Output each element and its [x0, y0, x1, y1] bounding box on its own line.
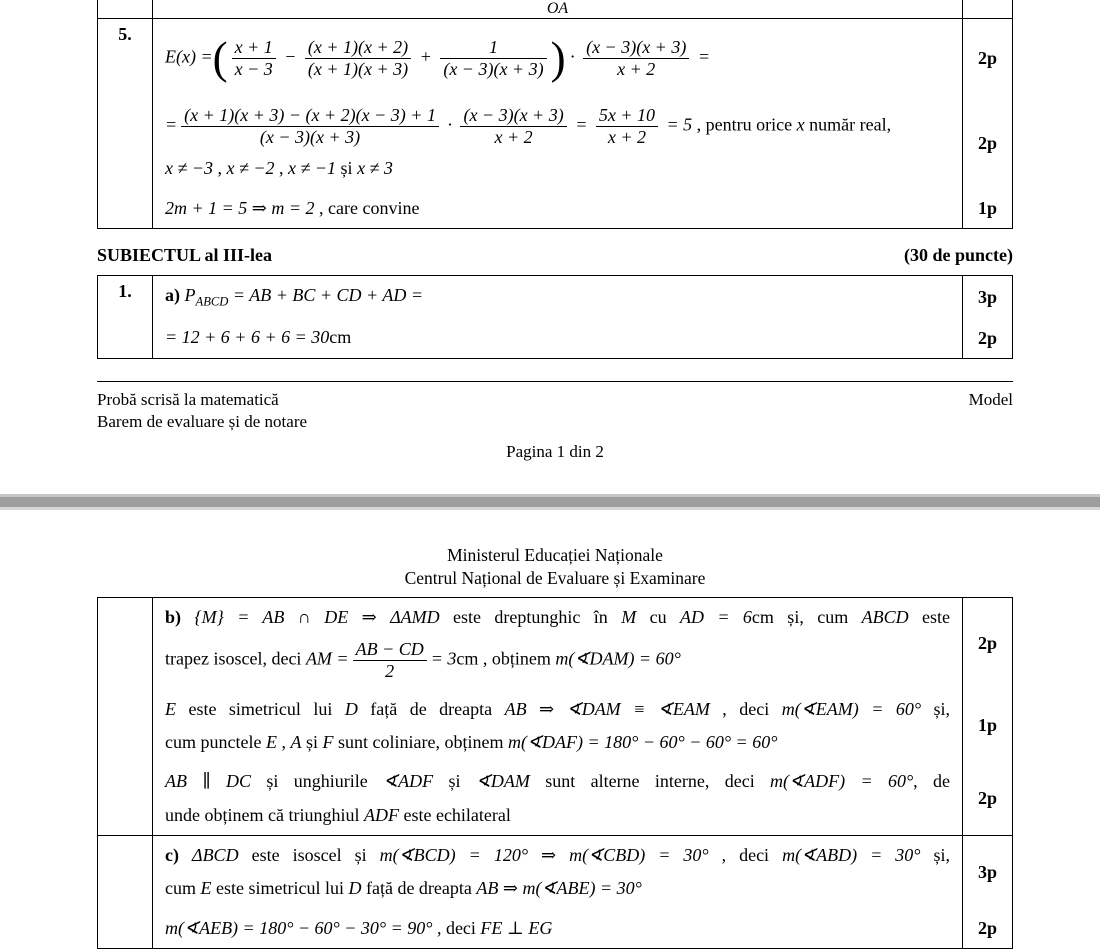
subject-points: (30 de puncte) — [904, 245, 1013, 266]
row-number-cell — [98, 0, 153, 18]
math-line: cum punctele E , A și F sunt coliniare, obținem m(∢DAF) = 180° − 60° − 60° = 60° — [165, 731, 778, 752]
subject-heading — [97, 245, 1013, 266]
math-line: a) $P_{ABCD}$ = AB + BC + CD + AD = — [165, 285, 423, 309]
math-line: E este simetricul lui D față de dreapta AB ⇒ ∢DAM ≡ ∢EAM , deci m(∢EAM) = 60° și, — [165, 698, 950, 719]
scored-step — [153, 598, 1012, 690]
math-line: AB ∥ DC și unghiurile ∢ADF și ∢DAM sunt alterne interne, deci m(∢ADF) = 60°, de — [165, 771, 950, 792]
step-content — [153, 762, 962, 835]
scored-step — [153, 276, 1012, 318]
page-footer — [97, 381, 1013, 462]
math-line: OA — [546, 0, 569, 17]
scored-step — [153, 97, 1012, 189]
scored-step — [153, 690, 1012, 763]
math-line: unde obținem că triunghiul ADF este echilateral — [165, 804, 511, 825]
table-row — [98, 276, 1012, 357]
fraction: $\frac{AB - CD}{2}$ — [353, 639, 427, 681]
points-cell: 3p — [962, 276, 1012, 318]
center-title: Centrul Național de Evaluare și Examinare — [404, 567, 706, 588]
step-content — [153, 909, 962, 948]
fraction: $\frac{(x - 3)(x + 3)}{x + 2}$ — [583, 37, 689, 79]
scored-step — [153, 909, 1012, 948]
scored-step — [153, 762, 1012, 835]
points-cell: 1p — [962, 189, 1012, 228]
ministry-title: Ministerul Educației Naționale — [447, 544, 663, 565]
math-line: trapez isoscel, deci AM = $\frac{AB - CD}{2}$ = 3cm , obținem m(∢DAM) = 60° — [165, 639, 681, 681]
fraction: $\frac{(x + 1)(x + 2)}{(x + 1)(x + 3)}$ — [305, 37, 411, 79]
math-line: 2m + 1 = 5 ⇒ m = 2 , care convine — [165, 198, 420, 218]
footer-row — [97, 389, 1013, 411]
score-table-problem5 — [97, 0, 1013, 229]
scored-step — [153, 318, 1012, 357]
row-number-cell: 5. — [98, 19, 153, 228]
step-content — [153, 276, 962, 318]
step-content — [153, 189, 962, 228]
fraction: $\frac{x + 1}{x - 3}$ — [232, 37, 276, 79]
step-content — [153, 19, 962, 97]
math-line: x ≠ −3 , x ≠ −2 , x ≠ −1 și x ≠ 3 — [165, 158, 393, 179]
subject-title: SUBIECTUL al III-lea — [97, 245, 273, 266]
fraction: $\frac{5x + 10}{x + 2}$ — [596, 105, 658, 147]
points-cell — [962, 0, 1012, 18]
page2-table-wrap — [97, 597, 1013, 949]
math-line: m(∢AEB) = 180° − 60° − 30° = 90° , deci FE ⊥ EG — [165, 917, 553, 938]
page-separator-bar — [0, 494, 1100, 510]
big-paren: ) — [550, 33, 566, 83]
table-row — [98, 598, 1012, 835]
points-cell: 3p — [962, 836, 1012, 909]
points-cell: 2p — [962, 762, 1012, 835]
score-table-problem2bc — [97, 597, 1013, 949]
math-line: cum E este simetricul lui D față de dreapta AB ⇒ m(∢ABE) = 30° — [165, 878, 642, 899]
fraction: $\frac{1}{(x - 3)(x + 3)}$ — [440, 37, 546, 79]
math-line: c) ΔBCD este isoscel și m(∢BCD) = 120° ⇒ m(∢CBD) = 30° , deci m(∢ABD) = 30° și, — [165, 845, 951, 866]
scored-step — [153, 836, 1012, 909]
fraction: $\frac{(x - 3)(x + 3)}{x + 2}$ — [460, 105, 566, 147]
scored-step — [153, 189, 1012, 228]
math-line: = $\frac{(x + 1)(x + 3) - (x + 2)(x - 3) + 1}{(x - 3)(x + 3)}$ · $\frac{(x - 3)(x + 3)}{x + 2}$ = $\frac{5x + 10}{x + 2}$ = 5 , pentru orice x număr real, — [165, 105, 892, 147]
page2-header — [97, 544, 1013, 590]
page-2 — [0, 544, 1100, 949]
scored-step — [153, 0, 1012, 18]
points-cell: 2p — [962, 598, 1012, 690]
math-line: b) {M} = AB ∩ DE ⇒ ΔAMD este dreptunghic în M cu AD = 6cm și, cum ABCD este — [165, 606, 950, 627]
score-table-problem1 — [97, 275, 1013, 358]
table-row — [98, 18, 1012, 228]
points-cell: 1p — [962, 690, 1012, 763]
step-content — [153, 836, 962, 909]
table-row — [98, 0, 1012, 18]
math-line: E(x) =( $\frac{x + 1}{x - 3}$ − $\frac{(x + 1)(x + 2)}{(x + 1)(x + 3)}$ + $\frac{1}{(x - 3)(x + 3)}$ ) · $\frac{(x - 3)(x + 3)}{x + 2}$ = — [165, 33, 710, 83]
footer-page-number: Pagina 1 din 2 — [506, 441, 604, 461]
points-cell: 2p — [962, 909, 1012, 948]
points-cell: 2p — [962, 19, 1012, 97]
row-number-cell — [98, 598, 153, 835]
step-content — [153, 318, 962, 357]
scored-step — [153, 19, 1012, 97]
fraction: $\frac{(x + 1)(x + 3) - (x + 2)(x - 3) + 1}{(x - 3)(x + 3)}$ — [181, 105, 439, 147]
big-paren: ( — [212, 33, 228, 83]
step-content — [153, 97, 962, 189]
points-cell: 2p — [962, 97, 1012, 189]
math-line: = 12 + 6 + 6 + 6 = 30cm — [165, 327, 352, 348]
step-content — [153, 598, 962, 690]
footer-model-label: Model — [968, 389, 1013, 409]
row-number-cell: 1. — [98, 276, 153, 357]
page-1 — [0, 0, 1100, 462]
points-cell: 2p — [962, 318, 1012, 357]
step-content — [153, 690, 962, 763]
footer-exam-name: Probă scrisă la matematică — [97, 389, 279, 409]
footer-barem-label: Barem de evaluare și de notare — [97, 411, 308, 431]
table-row — [98, 835, 1012, 948]
step-content — [153, 0, 962, 18]
